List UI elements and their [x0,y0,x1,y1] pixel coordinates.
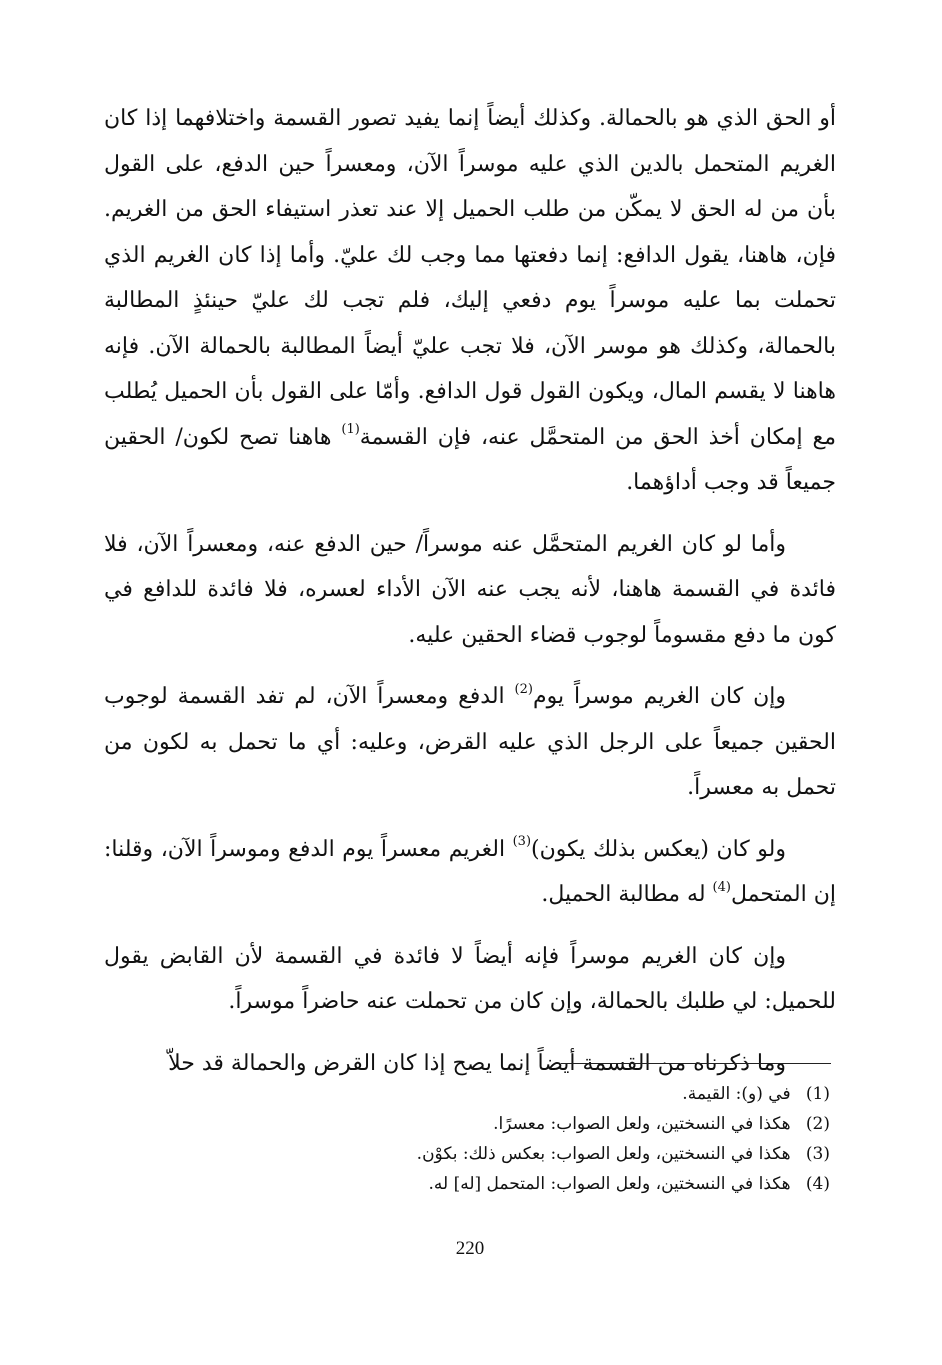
paragraph-2-text: وأما لو كان الغريم المتحمَّل عنه موسراً/ حين الدفع عنه، ومعسراً الآن، فلا فائدة في القسمة هاهنا، لأنه يجب عنه الآن الأداء لعسره، فلا فائدة للدافع في كون ما دفع مقسوماً لوجوب قضاء الحقين عليه. [104,531,836,648]
paragraph-3-text-a: وإن كان الغريم موسراً يوم [532,684,787,709]
paragraph-4 [104,827,836,918]
paragraph-4-text-a: ولو كان (يعكس بذلك يكون) [531,836,786,862]
paragraph-1-text-a: أو الحق الذي هو بالحمالة. وكذلك أيضاً إنما يفيد تصور القسمة واختلافهما إذا كان الغريم المتحمل بالدين الذي عليه موسراً الآن، ومعسراً حين الدفع، على القول بأن من له الحق لا يمكّن من طلب الحميل إلا عند تعذر استيفاء الحق من الغريم. فإن، هاهنا، يقول الدافع: إنما دفعتها مما وجب لك عليّ. وأما إذا كان الغريم الذي تحملت بما عليه موسراً يوم دفعي إليك، فلم تجب لك عليّ حينئذٍ المطالبة بالحمالة، وكذلك هو موسر الآن، فلا تجب عليّ أيضاً المطالبة بالحمالة الآن. فإنه هاهنا لا يقسم المال، ويكون القول قول الدافع. وأمّا على القول بأن الحميل يُطلب مع إمكان أخذ الحق من المتحمَّل عنه، فإن القسمة [104,106,836,450]
footnote-number: (4) [805,1174,830,1194]
footnote-number: (2) [805,1114,830,1134]
paragraph-1 [104,96,836,506]
footnote-3 [300,1139,830,1169]
paragraph-6-text: وما ذكرناه من القسمة أيضاً إنما يصح إذا كان القرض والحمالة قد حلاّ [168,1050,786,1076]
footnote-ref-1: (1) [341,422,360,438]
paragraph-4-text-b: الغريم معسراً يوم الدفع وموسراً الآن، وقلنا: إن المتحمل [104,836,836,907]
footnote-ref-4: (4) [712,879,731,895]
footnotes [300,1079,830,1199]
paragraph-5-text: وإن كان الغريم موسراً فإنه أيضاً لا فائدة في القسمة لأن القابض يقول للحميل: لي طلبك بالحمالة، وإن كان من تحملت عنه حاضراً موسراً. [104,943,836,1014]
footnote-1 [300,1079,830,1109]
footnote-ref-3: (3) [512,834,532,850]
paragraph-4-text-c: له مطالبة الحميل. [541,882,713,907]
paragraph-3-text-b: الدفع ومعسراً الآن، لم تفد القسمة لوجوب الحقين جميعاً على الرجل الذي عليه القرض، وعليه: أي ما تحمل به لكون من تحمل به معسراً. [104,684,836,800]
footnote-number: (3) [805,1144,830,1164]
main-text [104,96,836,1086]
paragraph-3 [104,674,836,811]
footnote-number: (1) [805,1084,830,1104]
footnote-text: هكذا في النسختين، ولعل الصواب: معسرًا. [493,1114,791,1134]
paragraph-1-text-b: هاهنا تصح لكون/ الحقين جميعاً قد وجب أداؤهما. [104,424,836,495]
page-number: 220 [455,1238,485,1259]
footnote-text: هكذا في النسختين، ولعل الصواب: المتحمل [له] له. [428,1174,791,1194]
footnote-text: في (و): القيمة. [682,1084,791,1104]
footnote-ref-2: (2) [514,681,533,697]
paragraph-2 [104,522,836,659]
footnote-2 [300,1109,830,1139]
footnote-4 [300,1169,830,1199]
footnote-text: هكذا في النسختين، ولعل الصواب: بعكس ذلك: بكوْن. [416,1144,791,1164]
paragraph-5 [104,934,836,1025]
footnote-divider [561,1063,831,1064]
